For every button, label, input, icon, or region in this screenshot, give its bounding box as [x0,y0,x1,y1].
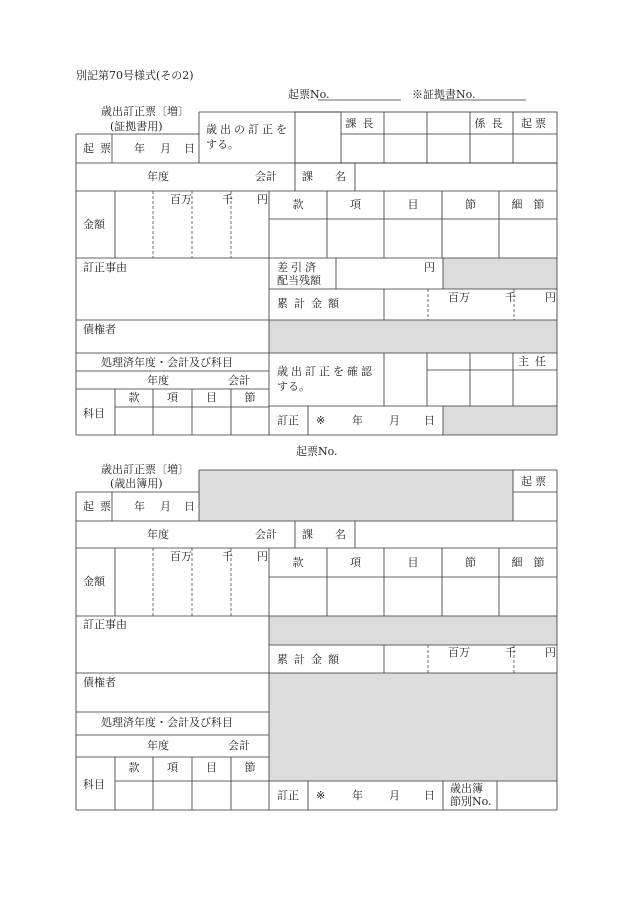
form2-ruikei-hyakuman: 百万 [448,646,470,659]
kamei-label: 課 名 [302,170,346,183]
form2-account-saisetsu: 細 節 [511,556,545,569]
form2-kippyo-label: 起票 [83,500,117,513]
form2-date-year: 年 [134,500,145,513]
kamoku-ko: 項 [167,391,178,404]
form1-subtitle: (証拠書用) [110,120,163,133]
teisei-label: 訂正 [277,414,299,427]
nendo-label: 年度 [147,170,169,183]
zangaku-yen: 円 [424,261,435,274]
sashihiki-label: 差引済 [277,261,319,274]
form2-teisei-day: 日 [424,789,435,802]
kamoku-kan: 款 [128,391,140,404]
form2-shori-kaikei: 会計 [228,739,250,752]
teisei-jiyu-label: 訂正事由 [83,261,127,274]
form2-nendo: 年度 [147,528,169,541]
form-number: 別記第70号様式(その2) [76,69,194,82]
middle-kippyo-no: 起票No. [296,445,338,458]
kingaku-label: 金額 [83,218,105,231]
kaikei-label: 会計 [255,170,277,183]
approval-kakaricho: 係長 [474,117,509,130]
unit-sen: 千 [222,193,233,206]
form2-setsubetsu-no: 節別No. [450,795,492,808]
kamoku-label: 科目 [83,407,105,420]
teisei-year: 年 [352,414,363,427]
ruikei-unit-hyakuman: 百万 [448,291,470,304]
date-day: 日 [184,142,195,155]
form2-date-month: 月 [160,500,171,513]
saikensha-label: 債権者 [83,323,116,336]
form2-kingaku: 金額 [83,575,105,588]
account-saisetsu: 細 節 [511,198,545,211]
form2-kamoku-moku: 目 [206,761,217,774]
approval-kippyo: 起票 [521,117,549,130]
form2-account-kan: 款 [292,556,304,569]
form2-ruikei-sen: 千 [505,646,516,659]
sashihiki-label-2: 配当残額 [277,274,321,287]
account-moku: 目 [407,198,419,211]
kakunin-label: 歳出訂正を確認 [277,365,375,378]
form2-kaikei: 会計 [255,528,277,541]
date-year: 年 [134,142,145,155]
form2-kippyo-box: 起票 [521,475,549,488]
ruikei-label: 累計金額 [277,297,345,310]
form2-saikensha: 債権者 [83,676,116,689]
unit-en: 円 [257,193,268,206]
form2-shori-nendo: 年度 [147,739,169,752]
account-setsu: 節 [465,198,476,211]
shunin-label: 主任 [518,355,552,368]
form2-kamoku: 科目 [83,778,105,791]
form2-shorizumi: 処理済年度・会計及び科目 [101,716,233,729]
form2-saishutsubo: 歳出簿 [450,782,483,795]
form1-purpose-2: する。 [206,138,239,151]
form2-teisei-year: 年 [352,789,363,802]
unit-hyakuman: 百万 [170,193,192,206]
ruikei-unit-sen: 千 [505,291,516,304]
form2-unit-sen: 千 [222,550,233,563]
approval-kacho: 課長 [345,117,380,130]
kamoku-moku: 目 [206,391,217,404]
kamoku-setsu: 節 [244,391,256,404]
ruikei-unit-en: 円 [545,291,556,304]
shori-kaikei: 会計 [228,374,250,387]
form2-kamoku-ko: 項 [167,761,178,774]
form2-teisei-month: 月 [389,789,400,802]
form1-purpose: 歳出の訂正を [206,123,290,136]
form2-teisei-kome: ※ [316,789,326,802]
form2-unit-en: 円 [257,550,268,563]
form2-kamoku-setsu: 節 [244,761,256,774]
teisei-day: 日 [424,414,435,427]
form2-kamei: 課 名 [302,528,346,541]
form2-unit-hyakuman: 百万 [170,550,192,563]
teisei-kome: ※ [316,414,326,427]
account-kan: 款 [292,198,304,211]
account-ko: 項 [350,198,361,211]
form2-teisei-jiyu: 訂正事由 [83,618,127,631]
form2-account-ko: 項 [350,556,361,569]
form2-kamoku-kan: 款 [128,761,140,774]
shori-nendo: 年度 [147,374,169,387]
kippyo-no-label: 起票No. [288,88,330,101]
date-month: 月 [160,142,171,155]
form2-ruikei: 累計金額 [277,653,345,666]
kakunin-label-2: する。 [277,380,310,393]
form2-date-day: 日 [184,500,195,513]
form2-ruikei-en: 円 [545,646,556,659]
form2-title: 歳出訂正票〔増〕 [101,463,189,476]
shorizumi-label: 処理済年度・会計及び科目 [101,356,233,369]
form2-account-moku: 目 [407,556,419,569]
teisei-month: 月 [389,414,400,427]
form2-account-setsu: 節 [465,556,476,569]
form2-teisei: 訂正 [277,789,299,802]
form2-subtitle: (歳出簿用) [110,477,163,490]
form1-title: 歳出訂正票〔増〕 [101,105,189,118]
kippyo-label: 起票 [83,142,117,155]
shoko-no-label: ※証拠書No. [412,88,476,101]
